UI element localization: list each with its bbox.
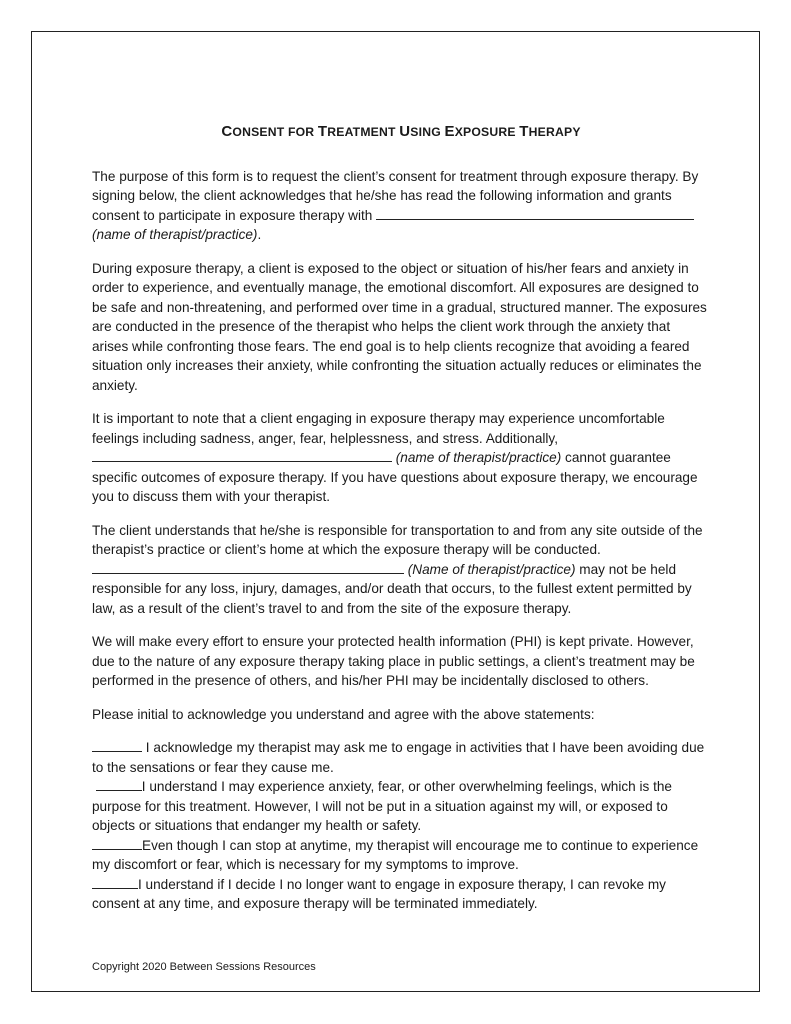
exposure-description-paragraph: During exposure therapy, a client is exposed to the object or situation of his/her fears and anxiety in order to experience, and eventually manage, the emotional discomfort. All exposures are designed to be safe and non-threatening, and performed over time in a gradual, structured manner. The exposures are conducted in the presence of the therapist who helps the client work through the anxiety that arises while confronting those fears. The end goal is to help clients recognize that avoiding a feared situation only increases their anxiety, while confronting the situation actually reduces or eliminates the anxiety. [92, 260, 707, 393]
blank-label: (Name of therapist/practice) [407, 561, 576, 577]
initial-instruction: Please initial to acknowledge you understand and agree with the above statements: [92, 706, 595, 722]
initial-blank[interactable] [92, 836, 142, 850]
therapist-name-blank[interactable] [376, 206, 694, 220]
acknowledgement-item: I understand if I decide I no longer want to engage in exposure therapy, I can revoke my consent at any time, and exposure therapy will be terminated immediately. [92, 876, 666, 911]
acknowledgement-item: Even though I can stop at anytime, my therapist will encourage me to continue to experience my discomfort or fear, which is necessary for my symptoms to improve. [92, 837, 699, 872]
acknowledgement-list [92, 738, 710, 914]
initial-blank[interactable] [92, 875, 138, 889]
purpose-paragraph: The purpose of this form is to request the client’s consent for treatment through exposure therapy. By signing below, the client acknowledges that he/she has read the following information and grants consent to participate in exposure therapy with (name of therapist/practice). [92, 168, 699, 242]
blank-label: (name of therapist/practice) [92, 227, 258, 242]
transportation-paragraph: The client understands that he/she is responsible for transportation to and from any site outside of the therapist’s practice or client’s home at which the exposure therapy will be conducted. (Name of therapist/practice) may not be held responsible for any loss, injury, damages, and/or death that occurs, to the fullest extent permitted by law, as a result of the client’s travel to and from the site of the exposure therapy. [92, 522, 703, 616]
purpose-text: The purpose of this form is to request the client’s consent for treatment through exposure therapy. By signing below, the client acknowledges that he/she has read the following information and grants consent to participate in exposure therapy with [92, 168, 699, 223]
initial-blank[interactable] [92, 738, 142, 752]
therapist-name-blank[interactable] [92, 448, 392, 462]
consent-document [92, 112, 710, 914]
privacy-paragraph: We will make every effort to ensure your protected health information (PHI) is kept private. However, due to the nature of any exposure therapy taking place in public settings, a client’s treatment may be performed in the presence of others, and his/her PHI may be incidentally disclosed to others. [92, 634, 695, 688]
document-title: CONSENT FOR TREATMENT USING EXPOSURE THERAPY [221, 123, 581, 140]
feelings-paragraph: It is important to note that a client engaging in exposure therapy may experience uncomfortable feelings including sadness, anger, fear, helplessness, and stress. Additionally, (name of therapist/practice) cannot guarantee specific outcomes of exposure therapy. If you have questions about exposure therapy, we encourage you to discuss them with your therapist. [92, 411, 698, 504]
acknowledgement-item: I acknowledge my therapist may ask me to engage in activities that I have been avoiding due to the sensations or fear they cause me. [92, 740, 705, 775]
blank-label: (name of therapist/practice) [395, 450, 562, 465]
therapist-name-blank[interactable] [92, 560, 404, 574]
acknowledgement-item: I understand I may experience anxiety, fear, or other overwhelming feelings, which is the purpose for this treatment. However, I will not be put in a situation against my will, or exposed to objects or situations that endanger my health or safety. [92, 779, 672, 833]
initial-blank[interactable] [96, 777, 142, 791]
copyright-footer: Copyright 2020 Between Sessions Resources [92, 961, 316, 973]
